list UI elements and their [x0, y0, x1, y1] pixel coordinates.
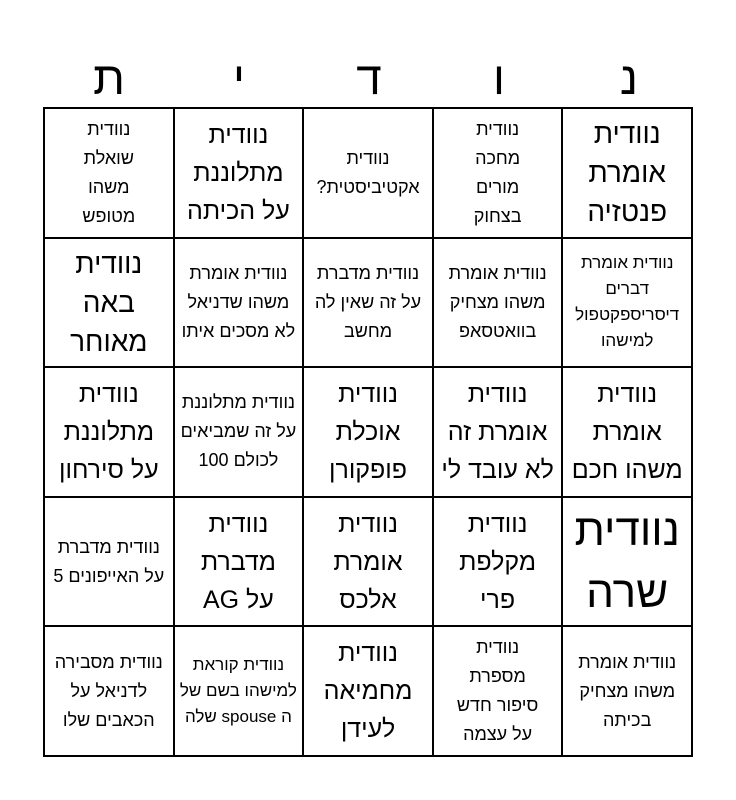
- bingo-cell[interactable]: [563, 627, 693, 757]
- bingo-cell[interactable]: [304, 498, 434, 628]
- bingo-cell[interactable]: [175, 239, 305, 369]
- cell-text: נוודית קוראת למישהו בשם של ה spouse שלה: [179, 655, 297, 727]
- cell-text: נוודית מדברת על האייפונים 5: [53, 536, 165, 586]
- cell-text: נוודית אומרת משהו חכם: [571, 379, 683, 484]
- cell-text: נוודית מתלוננת על הכיתה: [186, 120, 290, 225]
- cell-text: נוודית מדברת על זה שאין לה מחשב: [314, 262, 422, 341]
- bingo-cell[interactable]: [434, 498, 564, 628]
- cell-text: נוודית מחמיאה לעידן: [323, 639, 413, 744]
- bingo-cell[interactable]: [563, 239, 693, 369]
- cell-text: נוודית מספרת סיפור חדש על עצמה: [456, 637, 539, 745]
- cell-text: נוודית אומרת אלכס: [333, 509, 403, 614]
- header-letter-4: י: [233, 52, 245, 104]
- bingo-cell[interactable]: [45, 368, 175, 498]
- bingo-cell[interactable]: [45, 109, 175, 239]
- cell-text: נוודית אומרת זה לא עובד לי: [441, 379, 554, 484]
- header-letter-2: ו: [493, 52, 505, 104]
- cell-text: נוודית מתלוננת על זה שמביאים לכולם 100: [180, 392, 297, 471]
- cell-text: נוודית מתלוננת על סירחון: [58, 379, 159, 484]
- bingo-cell[interactable]: [175, 627, 305, 757]
- bingo-cell[interactable]: [434, 239, 564, 369]
- bingo-cell[interactable]: [434, 627, 564, 757]
- cell-text: נוודית מסבירה לדניאל על הכאבים שלו: [54, 651, 163, 730]
- cell-text: נוודית מחכה מורים בצחוק: [473, 118, 522, 226]
- bingo-cell[interactable]: [304, 239, 434, 369]
- cell-text: נוודית מדברת על AG: [200, 509, 276, 614]
- bingo-cell[interactable]: [434, 109, 564, 239]
- cell-text: נוודית אקטיביסטית?: [316, 147, 420, 197]
- bingo-cell[interactable]: [175, 368, 305, 498]
- bingo-cell[interactable]: [45, 498, 175, 628]
- header-letter-1: נ: [620, 52, 638, 104]
- bingo-cell[interactable]: [563, 368, 693, 498]
- bingo-cell[interactable]: [304, 368, 434, 498]
- cell-text: נוודית מקלפת פרי: [459, 509, 537, 614]
- bingo-cell[interactable]: [304, 627, 434, 757]
- cell-text: נוודית אומרת דברים דיסריספקטפול למישהו: [575, 253, 680, 351]
- header-letter-5: ת: [93, 52, 125, 104]
- header-letter-3: ד: [356, 52, 382, 104]
- cell-text: נוודית אומרת משהו מצחיק בכיתה: [578, 651, 677, 730]
- cell-text: נוודית אומרת פנטזיה: [587, 118, 668, 228]
- bingo-cell[interactable]: [563, 498, 693, 628]
- bingo-cell[interactable]: [304, 109, 434, 239]
- bingo-grid: [43, 107, 693, 757]
- bingo-header: [44, 50, 694, 106]
- cell-text: נוודית אוכלת פופקורן: [328, 379, 408, 484]
- cell-text: נוודית שרה: [574, 505, 680, 617]
- cell-text: נוודית באה מאוחר: [70, 247, 148, 357]
- cell-text: נוודית אומרת משהו שדניאל לא מסכים איתו: [181, 262, 296, 341]
- bingo-cell[interactable]: [175, 498, 305, 628]
- bingo-cell[interactable]: [434, 368, 564, 498]
- cell-text: נוודית אומרת משהו מצחיק בוואטסאפ: [448, 262, 547, 341]
- cell-text: נוודית שואלת משהו מטופש: [82, 118, 136, 226]
- bingo-cell[interactable]: [175, 109, 305, 239]
- bingo-cell[interactable]: [45, 239, 175, 369]
- bingo-cell[interactable]: [563, 109, 693, 239]
- bingo-cell[interactable]: [45, 627, 175, 757]
